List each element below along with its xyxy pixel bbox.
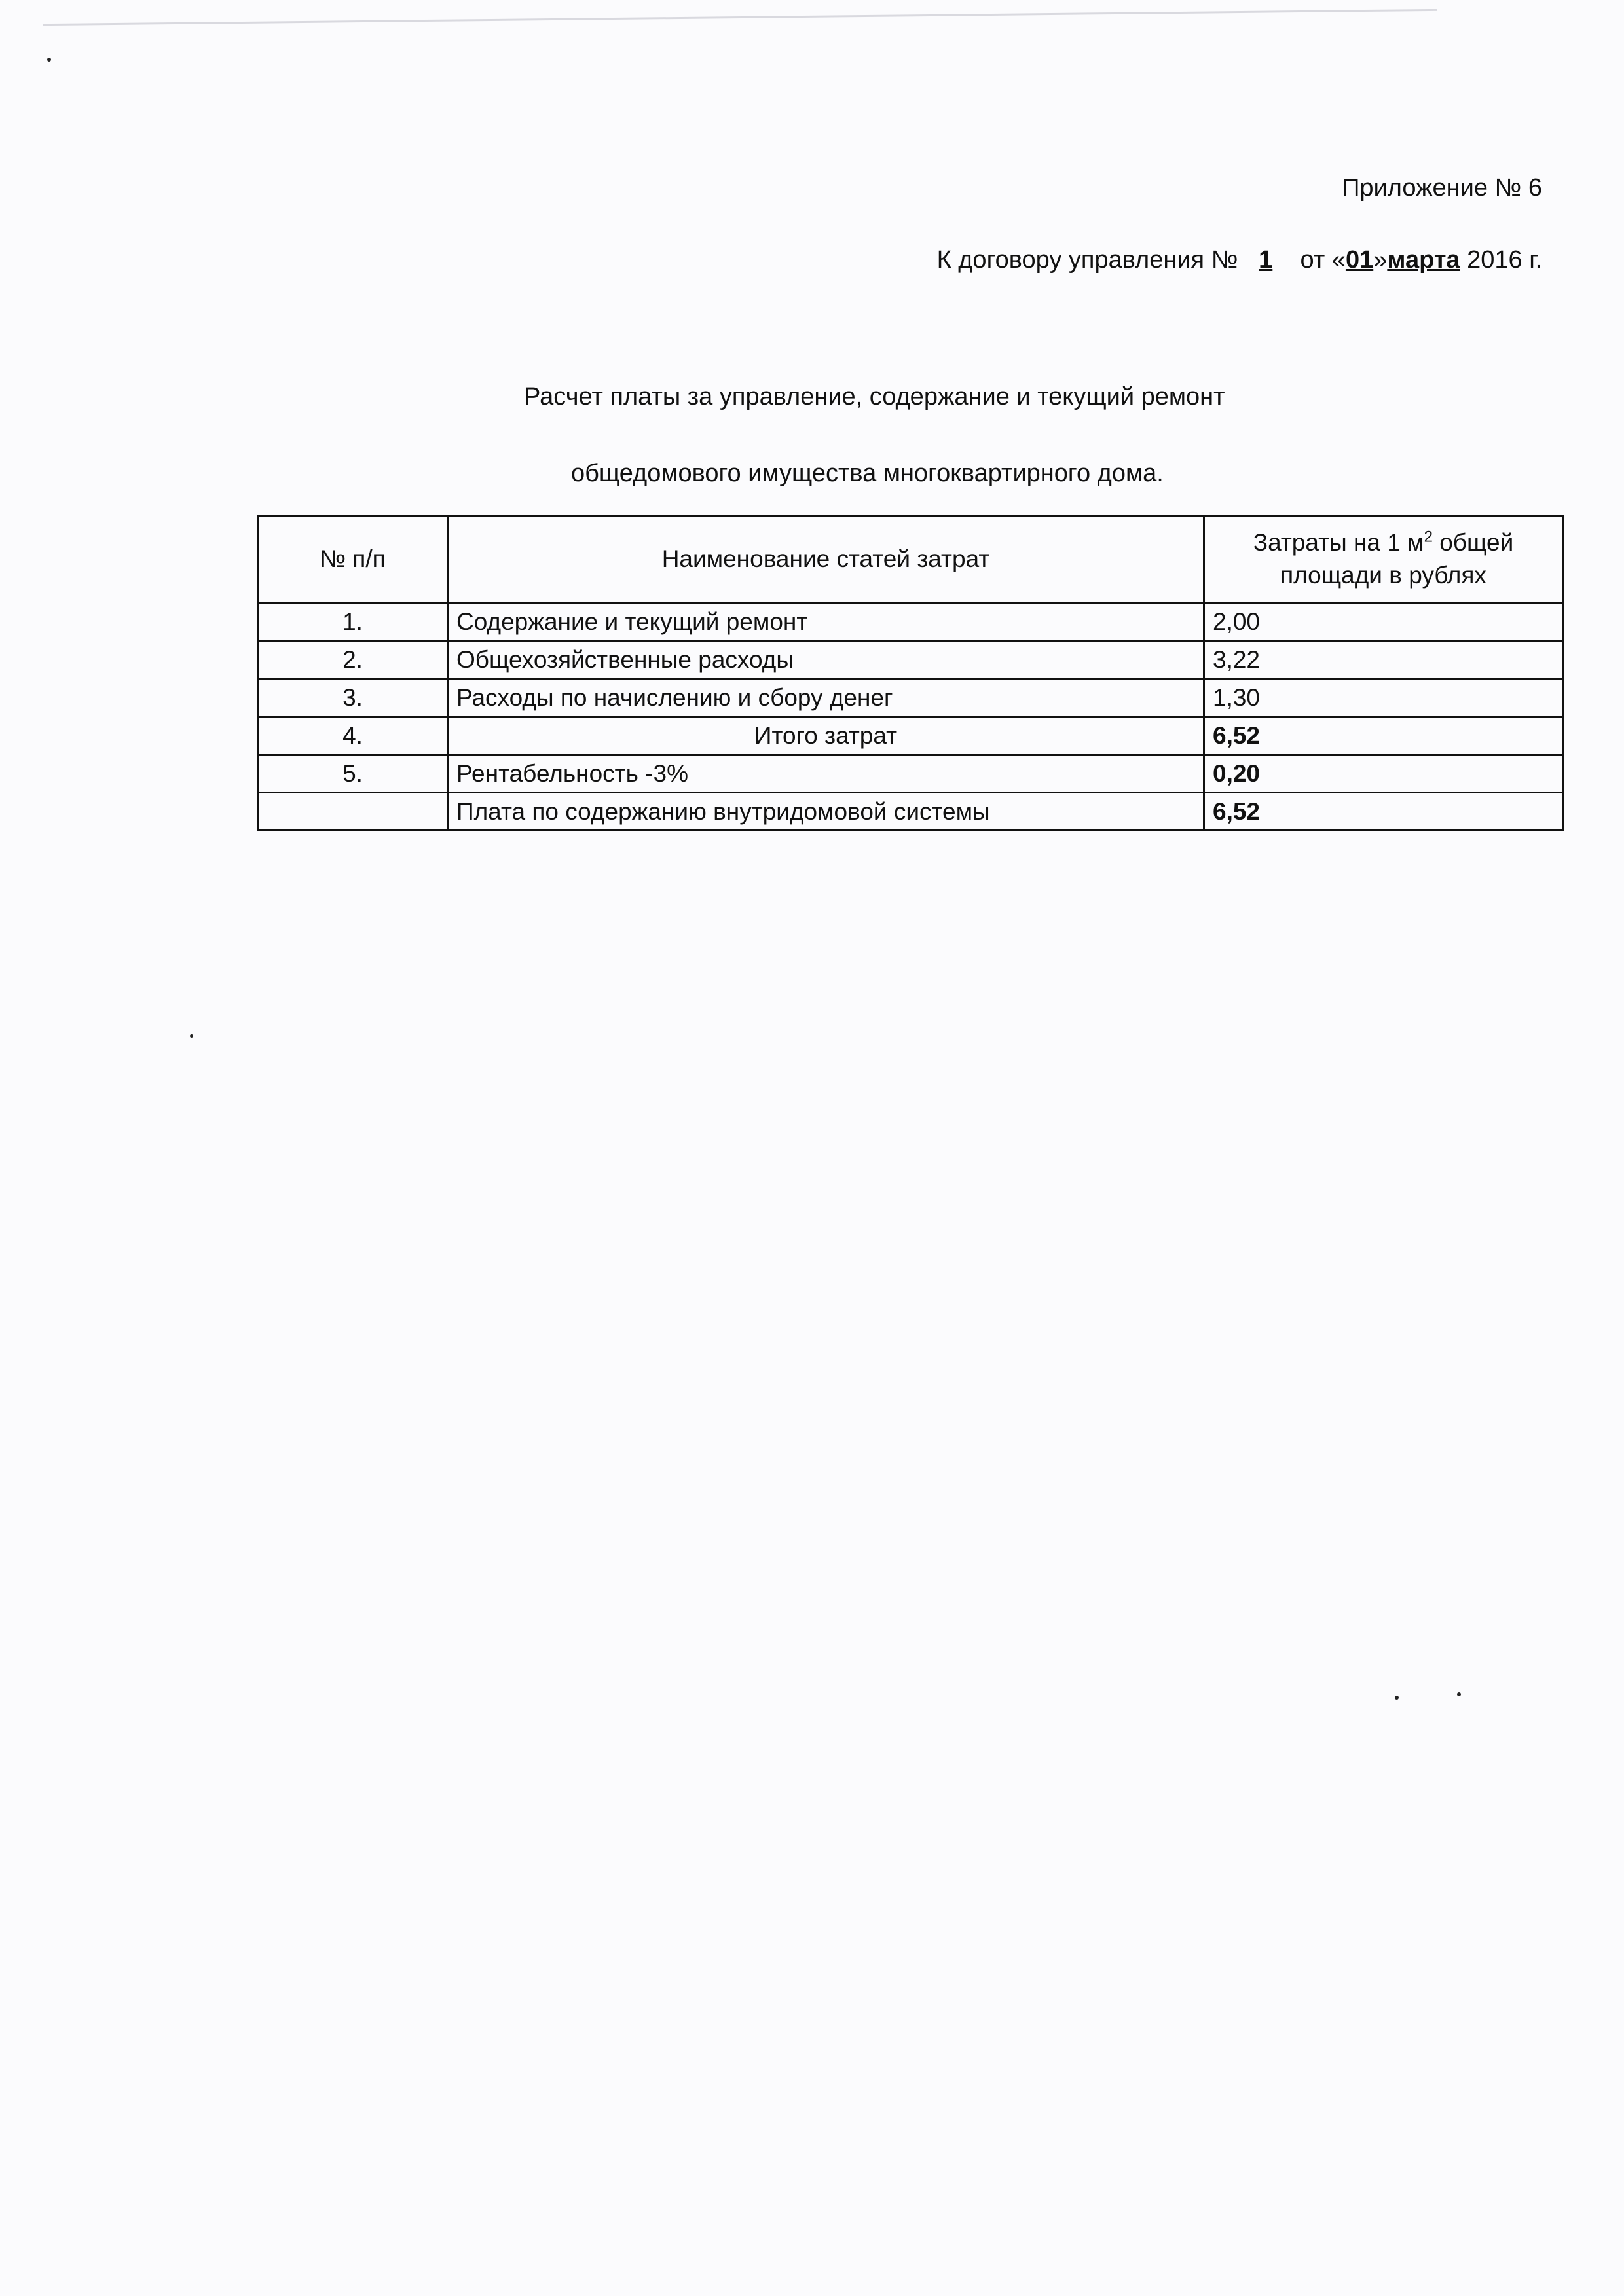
header-num: № п/п <box>258 516 448 603</box>
header-cost-sup: 2 <box>1424 528 1433 546</box>
page-edge <box>43 9 1437 26</box>
table-row <box>258 793 1563 831</box>
scan-speck <box>190 1034 193 1038</box>
row-name: Общехозяйственные расходы <box>448 641 1204 679</box>
header-cost <box>1204 516 1563 603</box>
contract-day: 01 <box>1345 246 1374 274</box>
row-num: 2. <box>258 641 448 679</box>
document-title-line-1: Расчет платы за управление, содержание и текущий ремонт <box>524 383 1225 410</box>
document-title-line-2: общедомового имущества многоквартирного дома. <box>571 460 1164 487</box>
header-name: Наименование статей затрат <box>448 516 1204 603</box>
contract-year: 2016 г. <box>1467 246 1542 274</box>
row-value: 6,52 <box>1204 717 1563 755</box>
appendix-title: Приложение № 6 <box>1342 174 1542 202</box>
row-name: Расходы по начислению и сбору денег <box>448 679 1204 717</box>
scan-speck <box>1457 1692 1461 1696</box>
row-value: 6,52 <box>1204 793 1563 831</box>
row-name: Итого затрат <box>448 717 1204 755</box>
table-row <box>258 603 1563 641</box>
header-cost-post: общей <box>1432 529 1514 556</box>
table-row <box>258 641 1563 679</box>
cost-table <box>257 515 1564 831</box>
contract-prefix: К договору управления № <box>936 246 1238 274</box>
row-value: 3,22 <box>1204 641 1563 679</box>
row-num <box>258 793 448 831</box>
table-row <box>258 755 1563 793</box>
row-name: Содержание и текущий ремонт <box>448 603 1204 641</box>
row-value: 2,00 <box>1204 603 1563 641</box>
contract-month-sep: » <box>1373 246 1388 274</box>
row-num: 3. <box>258 679 448 717</box>
row-num: 5. <box>258 755 448 793</box>
row-num: 4. <box>258 717 448 755</box>
row-name: Плата по содержанию внутридомовой системы <box>448 793 1204 831</box>
contract-number: 1 <box>1259 246 1273 274</box>
header-cost-line2: площади в рублях <box>1280 562 1486 589</box>
row-value: 1,30 <box>1204 679 1563 717</box>
contract-from: от « <box>1300 246 1346 274</box>
scan-speck <box>1395 1696 1399 1700</box>
contract-month: марта <box>1387 246 1460 274</box>
contract-reference <box>937 245 1542 275</box>
scan-speck <box>47 58 51 62</box>
table-row-total <box>258 717 1563 755</box>
row-num: 1. <box>258 603 448 641</box>
table-row <box>258 679 1563 717</box>
row-value: 0,20 <box>1204 755 1563 793</box>
table-header-row <box>258 516 1563 603</box>
row-name: Рентабельность -3% <box>448 755 1204 793</box>
header-cost-pre: Затраты на 1 м <box>1253 529 1424 556</box>
